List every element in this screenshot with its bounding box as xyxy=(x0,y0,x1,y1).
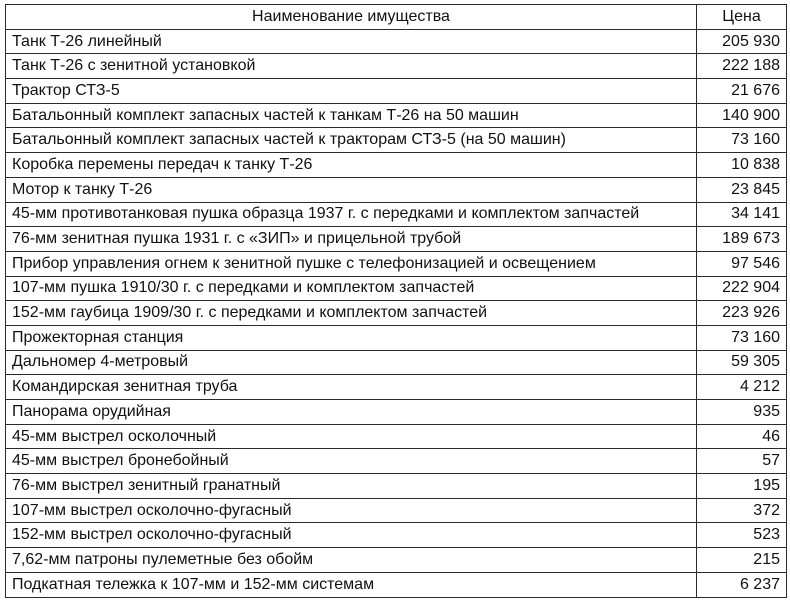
item-name-cell: 152-мм выстрел осколочно-фугасный xyxy=(6,523,697,548)
item-price-cell: 21 676 xyxy=(697,79,787,104)
header-row xyxy=(6,5,787,30)
item-name-cell: Прибор управления огнем к зенитной пушке с телефонизацией и освещением xyxy=(6,251,697,276)
item-price-cell: 223 926 xyxy=(697,301,787,326)
table-row xyxy=(6,202,787,227)
item-name-cell: Танк Т-26 линейный xyxy=(6,29,697,54)
item-name-cell: 45-мм выстрел бронебойный xyxy=(6,449,697,474)
item-price-cell: 23 845 xyxy=(697,177,787,202)
table-row xyxy=(6,251,787,276)
table-row xyxy=(6,276,787,301)
table-row xyxy=(6,29,787,54)
table-row xyxy=(6,572,787,597)
table-body xyxy=(6,29,787,597)
item-name-cell: 7,62-мм патроны пулеметные без обойм xyxy=(6,548,697,573)
price-table xyxy=(5,4,787,598)
item-price-cell: 73 160 xyxy=(697,325,787,350)
item-name-cell: Батальонный комплект запасных частей к танкам Т-26 на 50 машин xyxy=(6,103,697,128)
table-row xyxy=(6,548,787,573)
item-name-cell: Подкатная тележка к 107-мм и 152-мм системам xyxy=(6,572,697,597)
item-price-cell: 97 546 xyxy=(697,251,787,276)
item-name-cell: Панорама орудийная xyxy=(6,400,697,425)
table-row xyxy=(6,54,787,79)
item-price-cell: 523 xyxy=(697,523,787,548)
item-price-cell: 4 212 xyxy=(697,375,787,400)
table-row xyxy=(6,79,787,104)
item-name-cell: Батальонный комплект запасных частей к тракторам СТЗ-5 (на 50 машин) xyxy=(6,128,697,153)
table-row xyxy=(6,523,787,548)
item-name-cell: Мотор к танку Т-26 xyxy=(6,177,697,202)
table-row xyxy=(6,449,787,474)
table-row xyxy=(6,301,787,326)
table-row xyxy=(6,424,787,449)
item-price-cell: 372 xyxy=(697,498,787,523)
item-price-cell: 57 xyxy=(697,449,787,474)
table-row xyxy=(6,325,787,350)
item-name-cell: 152-мм гаубица 1909/30 г. с передками и комплектом запчастей xyxy=(6,301,697,326)
item-name-cell: Коробка перемены передач к танку Т-26 xyxy=(6,153,697,178)
item-price-cell: 46 xyxy=(697,424,787,449)
table-row xyxy=(6,375,787,400)
item-price-cell: 195 xyxy=(697,474,787,499)
item-price-cell: 215 xyxy=(697,548,787,573)
header-name: Наименование имущества xyxy=(6,5,697,30)
table-header xyxy=(6,5,787,30)
table-row xyxy=(6,128,787,153)
item-price-cell: 73 160 xyxy=(697,128,787,153)
item-name-cell: Танк Т-26 с зенитной установкой xyxy=(6,54,697,79)
item-name-cell: 76-мм выстрел зенитный гранатный xyxy=(6,474,697,499)
table-row xyxy=(6,153,787,178)
item-price-cell: 6 237 xyxy=(697,572,787,597)
item-name-cell: 107-мм пушка 1910/30 г. с передками и комплектом запчастей xyxy=(6,276,697,301)
item-price-cell: 935 xyxy=(697,400,787,425)
table-row xyxy=(6,350,787,375)
item-price-cell: 205 930 xyxy=(697,29,787,54)
item-name-cell: 45-мм выстрел осколочный xyxy=(6,424,697,449)
item-name-cell: Дальномер 4-метровый xyxy=(6,350,697,375)
table-row xyxy=(6,177,787,202)
item-price-cell: 140 900 xyxy=(697,103,787,128)
item-name-cell: 76-мм зенитная пушка 1931 г. с «ЗИП» и прицельной трубой xyxy=(6,227,697,252)
header-price: Цена xyxy=(697,5,787,30)
item-name-cell: Трактор СТЗ-5 xyxy=(6,79,697,104)
item-name-cell: 107-мм выстрел осколочно-фугасный xyxy=(6,498,697,523)
item-price-cell: 222 904 xyxy=(697,276,787,301)
item-price-cell: 34 141 xyxy=(697,202,787,227)
item-name-cell: Командирская зенитная труба xyxy=(6,375,697,400)
item-price-cell: 59 305 xyxy=(697,350,787,375)
item-price-cell: 10 838 xyxy=(697,153,787,178)
table-row xyxy=(6,103,787,128)
table-row xyxy=(6,498,787,523)
table-row xyxy=(6,227,787,252)
item-name-cell: 45-мм противотанковая пушка образца 1937 г. с передками и комплектом запчастей xyxy=(6,202,697,227)
table-row xyxy=(6,400,787,425)
item-price-cell: 189 673 xyxy=(697,227,787,252)
item-name-cell: Прожекторная станция xyxy=(6,325,697,350)
item-price-cell: 222 188 xyxy=(697,54,787,79)
table-row xyxy=(6,474,787,499)
